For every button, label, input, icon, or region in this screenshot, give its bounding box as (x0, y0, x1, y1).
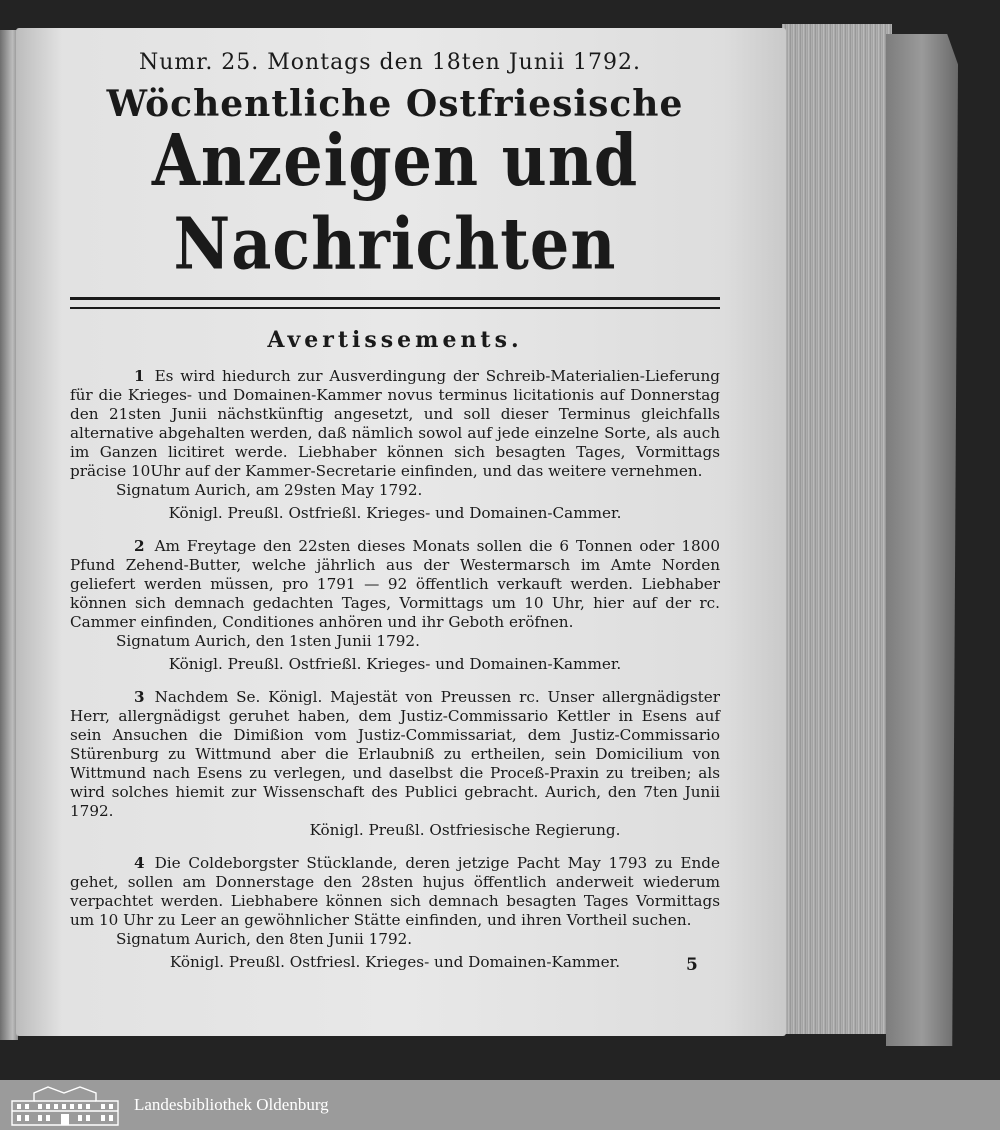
ad-authority: Königl. Preußl. Ostfrießl. Krieges- und Domainen-Cammer. (168, 504, 622, 522)
advertisement-1 (70, 367, 720, 523)
library-name: Landesbibliothek Oldenburg (134, 1095, 329, 1114)
issue-line: Numr. 25. Montags den 18ten Junii 1792. (138, 50, 642, 75)
advertisement-3 (70, 688, 720, 840)
advertisement-2 (70, 537, 720, 674)
page-block-edge (782, 24, 892, 1034)
ad-text: Am Freytage den 22sten dieses Monats sollen die 6 Tonnen oder 1800 Pfund Zehend-Butter, welche jährlich aus der Westermarsch im Amte Norden geliefert werden müssen, pro 1791 — 92 öffentlich verkauft werden. Liebhaber können sich demnach gedachten Tages, Vormittags um 10 Uhr, hier auf der rc. Cammer einfinden, Conditiones anhören und ihr Geboth eröfnen. (70, 537, 720, 631)
ad-text: Nachdem Se. Königl. Majestät von Preussen rc. Unser allergnädigster Herr, allergnädigst geruhet haben, dem Justiz-Commissario Kettler in Esens auf sein Ansuchen die Dimißion vom Justiz-Commissariat, dem Justiz-Commissario Stürenburg zu Wittmund aber die Erlaubniß zu ertheilen, sein Domicilium von Wittmund nach Esens zu verlegen, und daselbst die Proceß-Praxin zu treiben; als wird solches hiemit zur Wissenschaft des Publici gebracht. Aurich, den 7ten Junii 1792. (70, 688, 720, 820)
library-building-icon (8, 1083, 122, 1127)
page-content (70, 50, 720, 972)
ad-number: 2 (134, 537, 145, 555)
page-number: 5 (686, 955, 698, 975)
ad-text: Es wird hiedurch zur Ausverdingung der Schreib-Materialien-Lieferung für die Krieges- und Domainen-Kammer novus terminus licitationis auf Donnerstag den 21sten Junii nächstkünftig angesetzt, und soll dieser Terminus gleichfalls alternative abgehalten werden, daß nämlich sowol auf jede einzelne Sorte, als auch im Ganzen licitiret werde. Liebhaber können sich besagten Tages, Vormittags präcise 10Uhr auf der Kammer-Secretarie einfinden, und das weitere vernehmen. (70, 367, 720, 480)
book-cover-edge (886, 34, 958, 1046)
ad-text: Die Coldeborgster Stücklande, deren jetzige Pacht May 1793 zu Ende gehet, sollen am Donnerstage den 28sten hujus öffentlich anderweit wiederum verpachtet werden. Liebhabere können sich demnach besagten Tages Vormittags um 10 Uhr zu Leer an gewöhnlicher Stätte einfinden, und ihren Vortheil suchen. (70, 854, 720, 929)
title-rule (70, 297, 720, 309)
ad-number: 3 (134, 688, 145, 706)
ad-signature: Signatum Aurich, am 29sten May 1792. (116, 481, 423, 499)
ad-authority: Königl. Preußl. Ostfriesl. Krieges- und Domainen-Kammer. (169, 953, 621, 971)
ad-authority: Königl. Preußl. Ostfrießl. Krieges- und Domainen-Kammer. (168, 655, 622, 673)
ad-signature: Signatum Aurich, den 8ten Junii 1792. (116, 930, 413, 948)
advertisement-4 (70, 854, 720, 972)
ad-number: 1 (134, 367, 145, 385)
ad-number: 4 (134, 854, 145, 872)
title-line-1: Wöchentliche Ostfriesische (106, 83, 684, 125)
library-footer (0, 1080, 1000, 1130)
title-line-2: Anzeigen und Nachrichten (151, 118, 639, 286)
ad-signature: Signatum Aurich, den 1sten Junii 1792. (116, 632, 420, 650)
section-heading: Avertissements. (267, 327, 523, 353)
ad-authority: Königl. Preußl. Ostfriesische Regierung. (309, 821, 621, 839)
